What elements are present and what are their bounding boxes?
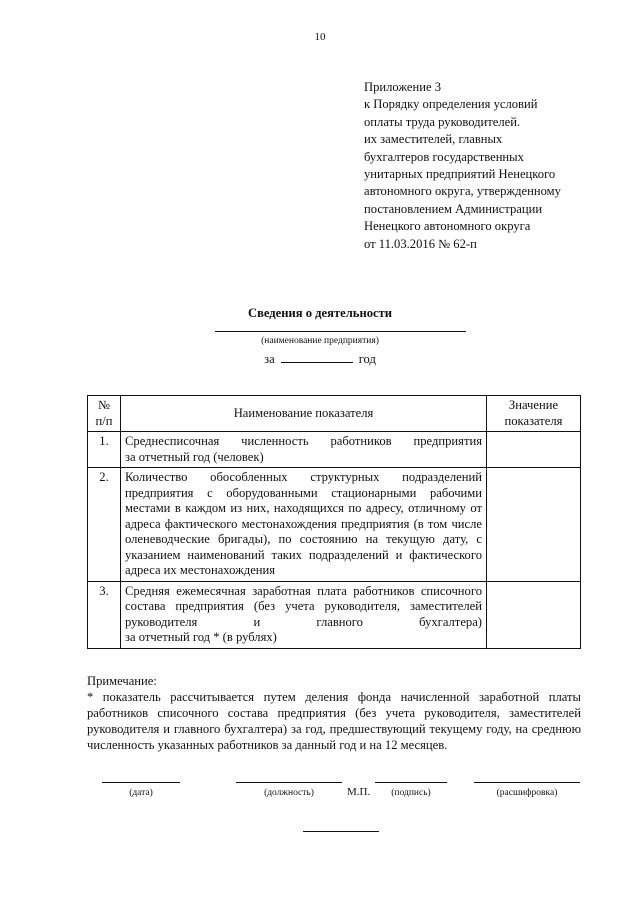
year-blank: [281, 350, 353, 363]
appendix-line: бухгалтеров государственных: [364, 149, 524, 164]
row-name-last: за отчетный год (человек): [125, 449, 264, 464]
row-name: [121, 432, 487, 468]
header-num-line2: п/п: [95, 413, 113, 428]
indicators-table: [87, 395, 581, 649]
stamp-place-label: М.П.: [347, 786, 371, 798]
position-line: [236, 782, 342, 783]
row-name-text: Среднесписочная численность работников предприятия: [125, 434, 482, 448]
note-body: * показатель рассчитывается путем деления фонда начисленной заработной платы работников списочного состава предприятия (без учета руководителя, заместителей руководителя и главного бухгалтера) за год, предшествующий текущему году, на среднюю численность указанных работников за данный год и на 12 месяцев.: [87, 690, 581, 752]
appendix-line: унитарных предприятий Ненецкого: [364, 167, 556, 182]
note-block: [87, 673, 581, 753]
appendix-line: оплаты труда руководителей.: [364, 114, 521, 129]
year-prefix: за: [264, 352, 275, 366]
row-value: [487, 468, 581, 582]
header-value-line1: Значение: [508, 398, 559, 412]
enterprise-name-caption: (наименование предприятия): [261, 336, 379, 346]
row-name: [121, 468, 487, 582]
header-value-line2: показателя: [504, 413, 563, 428]
table-row: [88, 432, 581, 468]
row-num: 3.: [88, 581, 121, 648]
decoding-line: [474, 782, 580, 783]
appendix-line: Ненецкого автономного округа: [364, 219, 531, 234]
row-name-text: Средняя ежемесячная заработная плата работников списочного состава предприятия (без учета руководителя, заместителей руководителя и главного бухгалтера): [125, 583, 482, 629]
page-number: 10: [314, 31, 326, 43]
year-suffix: год: [358, 352, 376, 366]
row-num: 1.: [88, 432, 121, 468]
decoding-caption: (расшифровка): [496, 788, 558, 798]
appendix-line: автономного округа, утвержденному: [364, 184, 561, 199]
note-heading: Примечание:: [87, 674, 157, 688]
table-header-row: [88, 396, 581, 432]
appendix-line: к Порядку определения условий: [364, 97, 538, 112]
signature-line: [375, 782, 447, 783]
date-line: [102, 782, 180, 783]
enterprise-name-line: [215, 331, 466, 332]
header-num-line1: №: [97, 398, 111, 412]
appendix-line: Приложение 3: [364, 80, 442, 94]
appendix-block: [364, 79, 614, 253]
document-title: Сведения о деятельности: [247, 306, 393, 320]
position-caption: (должность): [264, 788, 314, 798]
appendix-line: от 11.03.2016 № 62-п: [364, 236, 477, 251]
row-num: 2.: [88, 468, 121, 582]
row-name: [121, 581, 487, 648]
row-name-last: за отчетный год * (в рублях): [125, 630, 277, 644]
row-name-last: адреса их местонахождения: [125, 563, 276, 577]
appendix-line: их заместителей, главных: [364, 132, 503, 147]
table-row: [88, 468, 581, 582]
header-value: [487, 396, 581, 432]
signature-block: [0, 776, 640, 816]
row-value: [487, 432, 581, 468]
appendix-line: постановлением Администрации: [364, 201, 543, 216]
signature-caption: (подпись): [391, 788, 431, 798]
date-caption: (дата): [129, 788, 153, 798]
header-name: Наименование показателя: [121, 396, 487, 432]
row-value: [487, 581, 581, 648]
header-num: [88, 396, 121, 432]
report-year-line: [0, 350, 640, 367]
bottom-separator-line: [303, 831, 379, 832]
row-name-text: Количество обособленных структурных подразделений предприятия с оборудованными стационарными рабочими местами в каждом из них, находящихся по адресу, отличному от адреса фактического местонахождения предприятия (в том числе оленеводческие бригады), по состоянию на текущую дату, с указанием наименований таких подразделений и фактического: [125, 470, 482, 562]
table-row: [88, 581, 581, 648]
